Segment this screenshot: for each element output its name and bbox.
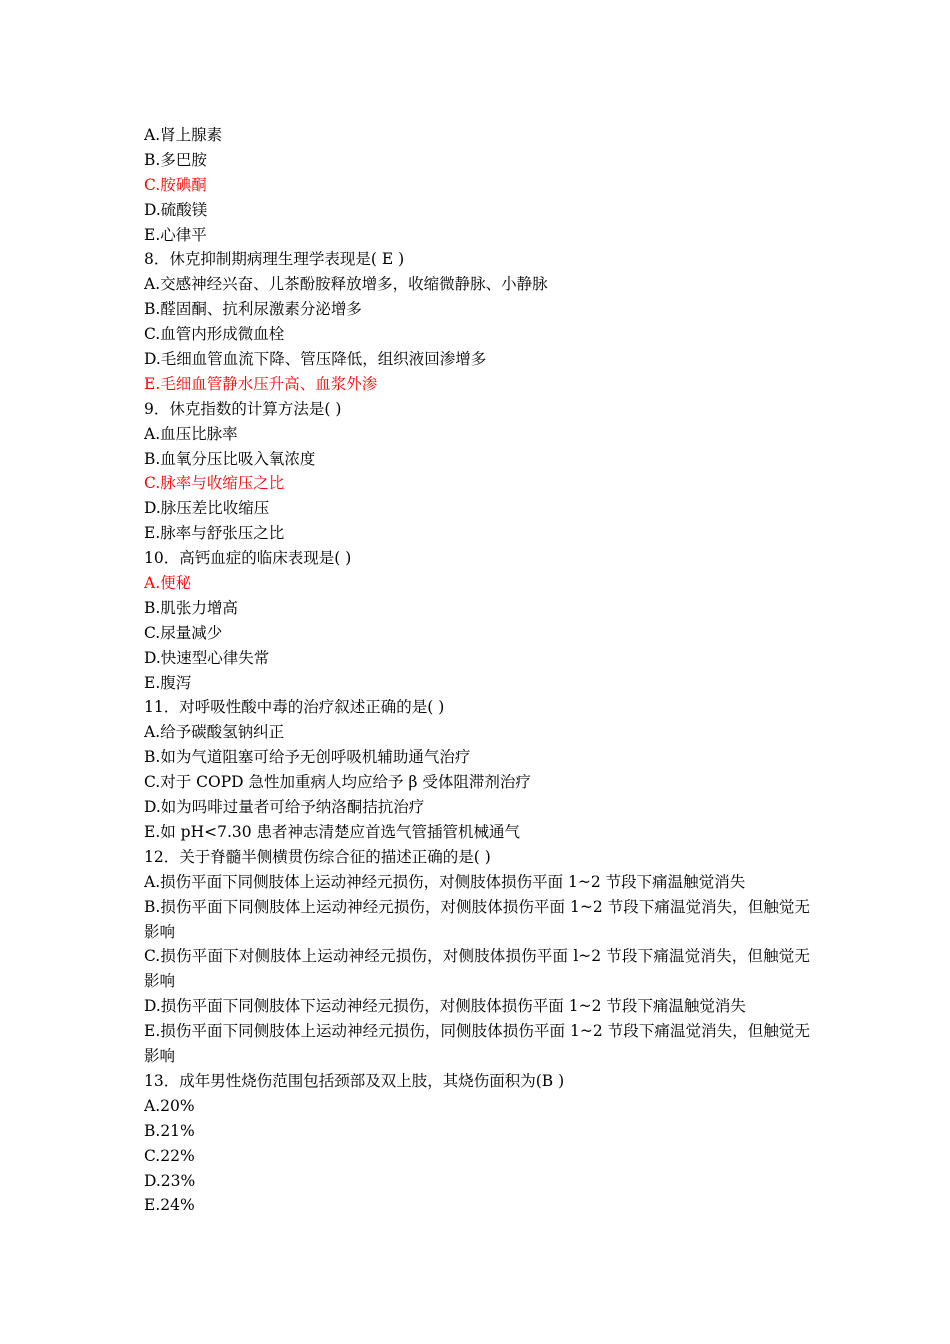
answer-option: B.损伤平面下同侧肢体上运动神经元损伤，对侧肢体损伤平面 1~2 节段下痛温觉消失，但触觉无影响 bbox=[144, 897, 810, 941]
answer-option: C.22% bbox=[144, 1146, 195, 1165]
answer-option: C.尿量减少 bbox=[144, 623, 223, 642]
question-stem: 13．成年男性烧伤范围包括颈部及双上肢，其烧伤面积为(B ) bbox=[144, 1071, 565, 1090]
answer-option: E.心律平 bbox=[144, 225, 207, 244]
question-list bbox=[144, 123, 810, 1218]
answer-option: C.损伤平面下对侧肢体上运动神经元损伤，对侧肢体损伤平面 l~2 节段下痛温觉消失，但触觉无影响 bbox=[144, 947, 810, 991]
answer-option: A.肾上腺素 bbox=[144, 126, 223, 144]
answer-option-correct: C.胺碘酮 bbox=[144, 175, 207, 194]
answer-option-correct: A.便秘 bbox=[144, 574, 192, 593]
answer-option: D.如为吗啡过量者可给予纳洛酮拮抗治疗 bbox=[144, 798, 425, 817]
answer-option: D.硫酸镁 bbox=[144, 200, 208, 219]
answer-option-correct: E.毛细血管静水压升高、血浆外渗 bbox=[144, 374, 378, 393]
answer-option: B.醛固酮、抗利尿激素分泌增多 bbox=[144, 300, 362, 319]
answer-option: C.对于 COPD 急性加重病人均应给予 β 受体阻滞剂治疗 bbox=[144, 773, 531, 792]
answer-option: E.损伤平面下同侧肢体上运动神经元损伤，同侧肢体损伤平面 1~2 节段下痛温觉消失，但触觉无影响 bbox=[144, 1022, 810, 1066]
answer-option: D.脉压差比收缩压 bbox=[144, 499, 270, 518]
question-stem: 11．对呼吸性酸中毒的治疗叙述正确的是( ) bbox=[144, 698, 445, 717]
answer-option: E.24% bbox=[144, 1196, 195, 1215]
answer-option-correct: C.脉率与收缩压之比 bbox=[144, 474, 285, 493]
answer-option: D.毛细血管血流下降、管压降低，组织液回渗增多 bbox=[144, 350, 487, 369]
question-stem: 12．关于脊髓半侧横贯伤综合征的描述正确的是( ) bbox=[144, 847, 491, 866]
answer-option: A.交感神经兴奋、儿茶酚胺释放增多，收缩微静脉、小静脉 bbox=[144, 275, 548, 294]
answer-option: B.多巴胺 bbox=[144, 150, 207, 169]
question-stem: 9．休克指数的计算方法是( ) bbox=[144, 399, 342, 418]
answer-option: B.血氧分压比吸入氧浓度 bbox=[144, 449, 316, 468]
answer-option: D.快速型心律失常 bbox=[144, 648, 270, 667]
answer-option: A.血压比脉率 bbox=[144, 424, 238, 443]
answer-option: E.如 pH<7.30 患者神志清楚应首选气管插管机械通气 bbox=[144, 822, 521, 841]
answer-option: C.血管内形成微血栓 bbox=[144, 325, 285, 344]
answer-option: D.损伤平面下同侧肢体下运动神经元损伤，对侧肢体损伤平面 1~2 节段下痛温触觉消失 bbox=[144, 997, 746, 1016]
question-stem: 10．高钙血症的临床表现是( ) bbox=[144, 549, 352, 568]
answer-option: B.21% bbox=[144, 1121, 195, 1140]
question-stem: 8．休克抑制期病理生理学表现是( E ) bbox=[144, 250, 405, 269]
answer-option: A.给予碳酸氢钠纠正 bbox=[144, 723, 285, 742]
answer-option: A.损伤平面下同侧肢体上运动神经元损伤，对侧肢体损伤平面 1~2 节段下痛温触觉消失 bbox=[144, 872, 746, 891]
answer-option: B.肌张力增高 bbox=[144, 598, 238, 617]
answer-option: B.如为气道阻塞可给予无创呼吸机辅助通气治疗 bbox=[144, 748, 471, 767]
answer-option: E.腹泻 bbox=[144, 673, 192, 692]
answer-option: E.脉率与舒张压之比 bbox=[144, 524, 285, 543]
answer-option: A.20% bbox=[144, 1096, 195, 1115]
answer-option: D.23% bbox=[144, 1171, 196, 1190]
